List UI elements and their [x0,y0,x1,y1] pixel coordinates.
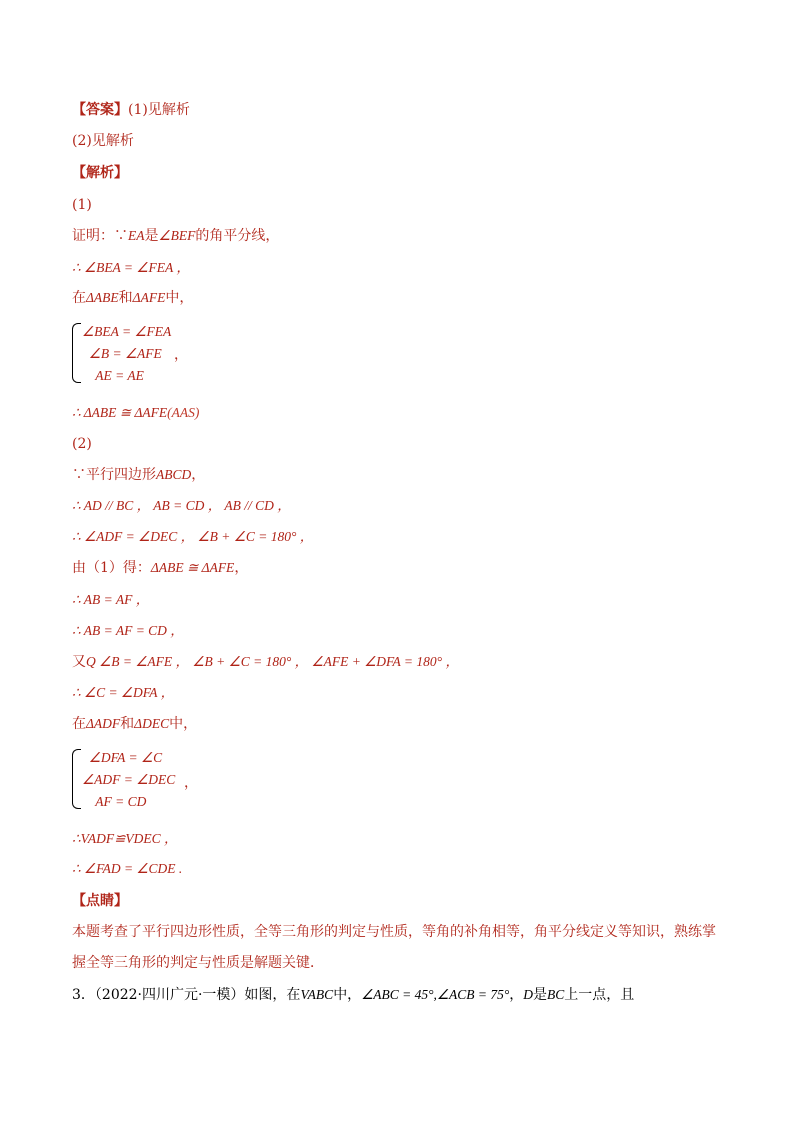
system-1-brace [72,323,81,383]
proof-ea: EA [128,228,145,243]
dianjing-label: 【点睛】 [72,893,128,909]
answer-1: (1)见解析 [128,102,190,118]
part2-line-3: ∴ ∠ADF = ∠DEC ， ∠B + ∠C = 180° ， [72,529,314,544]
q3-is: 是 [533,987,548,1003]
dianjing-text-1: 本题考查了平行四边形性质，全等三角形的判定与性质，等角的补角相等，角平分线定义等知识，熟练掌 [72,924,716,940]
system-2-row-2: ∠ADF = ∠DEC [82,772,176,787]
system-1-row-1: ∠BEA = ∠FEA [82,324,172,339]
q3-suffix: 上一点，且 [564,987,635,1003]
step-1: ∴ ∠BEA = ∠FEA ， [72,260,190,275]
system-1-comma: ， [174,348,188,363]
q3-angles: ∠ABC = 45°,∠ACB = 75° [361,987,510,1002]
triangle-abe: ΔABE [86,290,119,305]
system-2-comma: ， [184,776,198,791]
and-label: 和 [120,716,135,732]
answer-label: 【答案】 [72,102,128,118]
step-3-reason: (AAS) [167,405,200,420]
dianjing-text-2: 握全等三角形的判定与性质是解题关键． [72,955,324,971]
from-1-congruence: ΔABE ≅ ΔAFE [150,560,235,575]
step-2-and: 和 [118,290,133,306]
system-2-row-1: ∠DFA = ∠C [82,750,163,765]
step-2-in: 在 [72,290,86,306]
q3-segment-bc: BC [547,987,565,1002]
proof-is: 是 [144,228,159,244]
q3-in: 中， [333,987,362,1003]
q3-triangle: VABC [300,987,334,1002]
system-1-row-3: AE = AE [82,368,144,383]
part2-line-6: ∴ AB = AF = CD ， [72,623,184,638]
parallelogram-comma: ， [191,467,206,483]
step-3-congruence: ∴ ΔABE ≅ ΔAFE [72,405,168,420]
part1-number: (1) [72,197,92,213]
from-1-comma: ， [234,560,249,576]
from-1: 由（1）得： [72,560,151,576]
part2-line-5: ∴ AB = AF ， [72,592,150,607]
proof-angle: ∠BEF [158,228,196,243]
question-3 [72,986,634,1004]
q3-comma: ， [509,987,524,1003]
also-statement: Q ∠B = ∠AFE ， ∠B + ∠C = 180° ， ∠AFE + ∠DFA = 180° ， [86,654,459,669]
part2-number: (2) [72,436,92,452]
proof-line [72,227,279,245]
q3-point-d: D [523,987,534,1002]
answer-2: (2)见解析 [72,133,134,149]
part2-line-7 [72,653,459,671]
triangle-adf: ΔADF [86,716,121,731]
part2-line-11: ∴ ∠FAD = ∠CDE . [72,861,183,876]
jiexi-label: 【解析】 [72,165,128,181]
part2-line-10: ∴VADF≌VDEC ， [72,831,178,846]
parallelogram-prefix: ∵平行四边形 [72,467,156,483]
triangle-afe: ΔAFE [132,290,166,305]
system-2-row-3: AF = CD [82,794,147,809]
part2-line-4 [72,559,248,577]
also-label: 又 [72,654,86,670]
proof-prefix: 证明：∵ [72,228,128,244]
in-label: 在 [72,716,86,732]
system-2-brace [72,749,81,809]
parallelogram-name: ABCD [156,467,192,482]
triangle-dec: ΔDEC [134,716,170,731]
q3-source: 3．（2022·四川广元·一模）如图，在 [72,987,301,1003]
proof-suffix: 的角平分线， [195,228,280,244]
step-2-mid: 中， [165,290,194,306]
system-1-row-2: ∠B = ∠AFE [82,346,162,361]
in-suffix: 中， [169,716,198,732]
part2-line-1 [72,466,205,484]
step-2 [72,289,193,307]
part2-line-8: ∴ ∠C = ∠DFA ， [72,685,175,700]
part2-line-9 [72,715,197,733]
step-3 [72,404,199,422]
part2-line-2: ∴ AD // BC ， AB = CD ， AB // CD ， [72,498,291,513]
answer-line [72,101,190,119]
